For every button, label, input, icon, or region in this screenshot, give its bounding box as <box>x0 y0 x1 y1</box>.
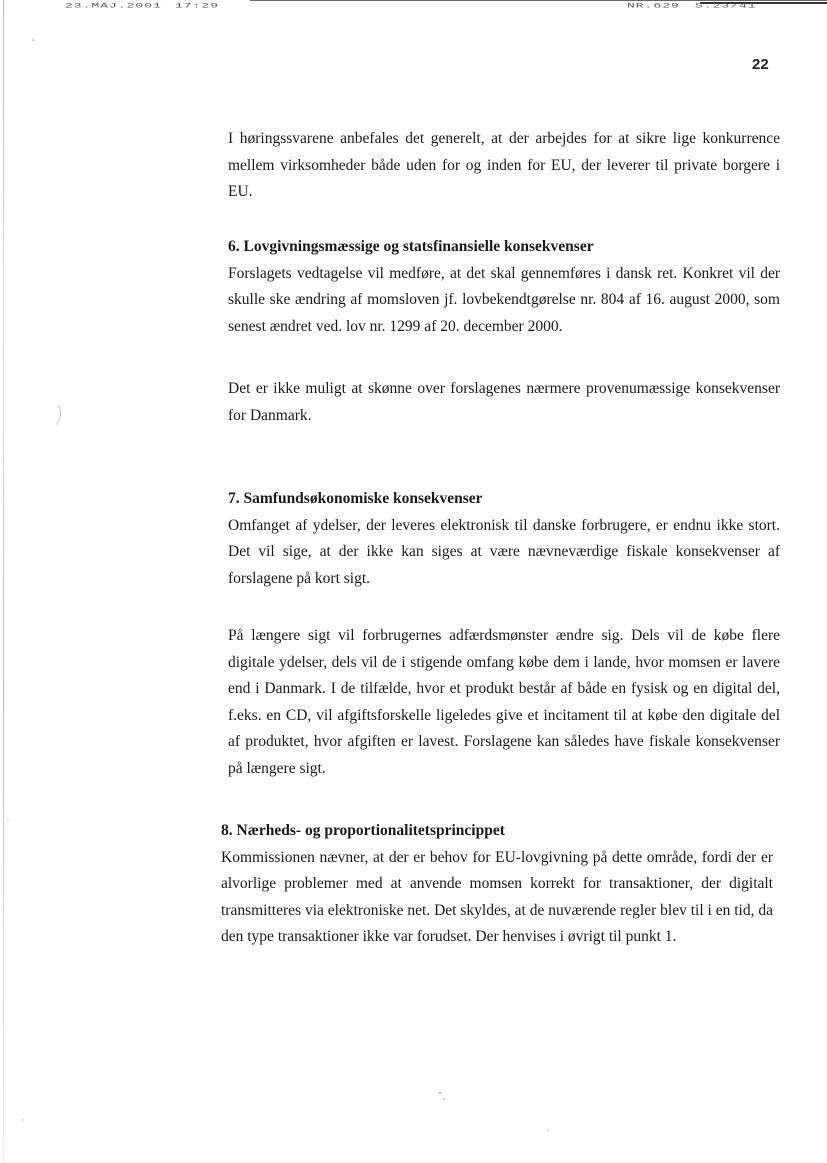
intro-paragraph: I høringssvarene anbefales det generelt, at der arbejdes for at sikre lige konkurrence mellem virksomheder både uden for og inden for EU, der leverer til private borgere i EU. <box>228 130 780 200</box>
section-6 <box>228 234 780 340</box>
fax-date: 23.MAJ.2001 <box>65 2 162 10</box>
scan-left-edge <box>3 0 4 1163</box>
section-7-paragraph-2: På længere sigt vil forbrugernes adfærdsmønster ændre sig. Dels vil de købe flere digitale ydelser, dels vil de i stigende omfang købe dem i lande, hvor momsen er lavere end i Danmark. I de tilfælde, hvor et produkt består af både en fysisk og en digital del, f.eks. en CD, vil afgiftsforskelle ligeledes give et incitament til at købe den digitale del af produktet, hvor afgiften er lavest. Forslagene kan således have fiskale konsekvenser på længere sigt. <box>228 627 780 777</box>
fax-number: NR.629 <box>627 2 680 10</box>
section-6-paragraph-2: Det er ikke muligt at skønne over forslagenes nærmere provenumæssige konsekvenser for Danmark. <box>228 380 780 424</box>
intro-block <box>228 126 780 206</box>
fax-page-count: S.23/41 <box>695 2 757 10</box>
section-7-heading: 7. Samfundsøkonomiske konsekvenser <box>228 490 483 507</box>
fax-header <box>0 0 827 22</box>
section-6-heading: 6. Lovgivningsmæssige og statsfinansielle konsekvenser <box>228 238 594 255</box>
section-8 <box>221 818 773 951</box>
fax-time: 17:29 <box>175 2 220 10</box>
page-number: 22 <box>752 56 769 73</box>
section-7 <box>228 486 780 592</box>
section-7-continued <box>228 623 780 782</box>
section-7-paragraph-1: Omfanget af ydelser, der leveres elektronisk til danske forbrugere, er endnu ikke stort. Det vil sige, at der ikke kan siges at være nævneværdige fiskale konsekvenser af forslagene på kort sigt. <box>228 516 780 587</box>
section-6-paragraph-1: Forslagets vedtagelse vil medføre, at det skal gennemføres i dansk ret. Konkret vil der skulle ske ændring af momsloven jf. lovbekendtgørelse nr. 804 af 16. august 2000, som senest ændret ved. lov nr. 1299 af 20. december 2000. <box>228 264 780 335</box>
fax-header-rule <box>250 0 827 1</box>
section-6-continued <box>228 376 780 429</box>
section-8-heading: 8. Nærheds- og proportionalitetsprincippet <box>221 822 505 839</box>
section-8-paragraph-1: Kommissionen nævner, at der er behov for EU-lovgivning på dette område, fordi der er alvorlige problemer med at anvende momsen korrekt for transaktioner, der digitalt transmitteres via elektroniske net. Det skyldes, at de nuværende regler blev til i en tid, da den type transaktioner ikke var forudset. Der henvises i øvrigt til punkt 1. <box>221 848 773 945</box>
